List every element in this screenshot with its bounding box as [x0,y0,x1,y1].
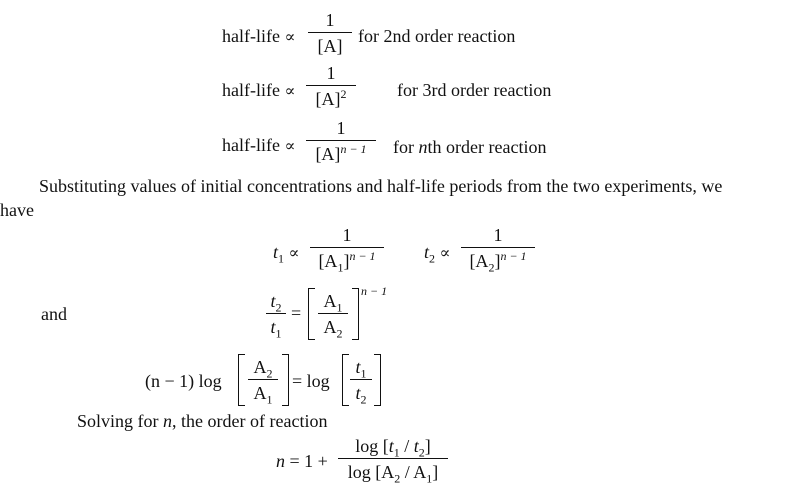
log-rhs-prefix: = log [292,371,330,391]
and-label: and [41,304,67,324]
note-2nd-order: for 2nd order reaction [358,26,516,46]
ratio-right-bracket [352,288,359,340]
half-life-label-2nd: half-life ∝ [222,26,296,46]
t1-proportional: $t_1$ ∝ [273,242,300,266]
fraction-nth-order: 1 $[A]^{n - 1}$ [306,119,376,163]
log-left-bracket-1 [238,354,245,406]
ratio-exponent: n − 1 [361,284,388,298]
half-life-label-nth: half-life ∝ [222,135,296,155]
note-3rd-order: for 3rd order reaction [397,80,552,100]
log-right-bracket-2 [374,354,381,406]
fraction-t1: 1 $[A_1]^{n - 1}$ [310,226,384,270]
log-lhs-prefix: (n − 1) log [145,371,222,391]
fraction-A1-over-A2: $A_1$ $A_2$ [318,292,348,336]
note-nth-order: for nth order reaction [393,137,547,157]
t2-proportional: $t_2$ ∝ [424,242,451,266]
ratio-left-bracket [308,288,315,340]
fraction-2nd-order: 1 [A] [308,11,352,55]
ratio-equals: = [291,303,302,323]
final-fraction: $\log [t_1 / t_2]$ $\log [A_2 / A_1]$ [338,437,448,481]
fraction-t2: 1 $[A_2]^{n - 1}$ [461,226,535,270]
paragraph-line-2: have [0,200,34,220]
log-left-bracket-2 [342,354,349,406]
fraction-t1-over-t2: $t_1$ $t_2$ [350,358,372,402]
log-right-bracket-1 [282,354,289,406]
fraction-t2-over-t1: $t_2$ $t_1$ [266,292,286,336]
fraction-A2-over-A1: $A_2$ $A_1$ [248,358,278,402]
solving-text: Solving for n, the order of reaction [77,411,328,431]
final-lhs: n = 1 + [276,451,328,471]
paragraph-line-1: Substituting values of initial concentrations and half-life periods from the two experiments, we [39,176,723,196]
fraction-3rd-order: 1 $[A]^2$ [306,64,356,108]
half-life-label-3rd: half-life ∝ [222,80,296,100]
